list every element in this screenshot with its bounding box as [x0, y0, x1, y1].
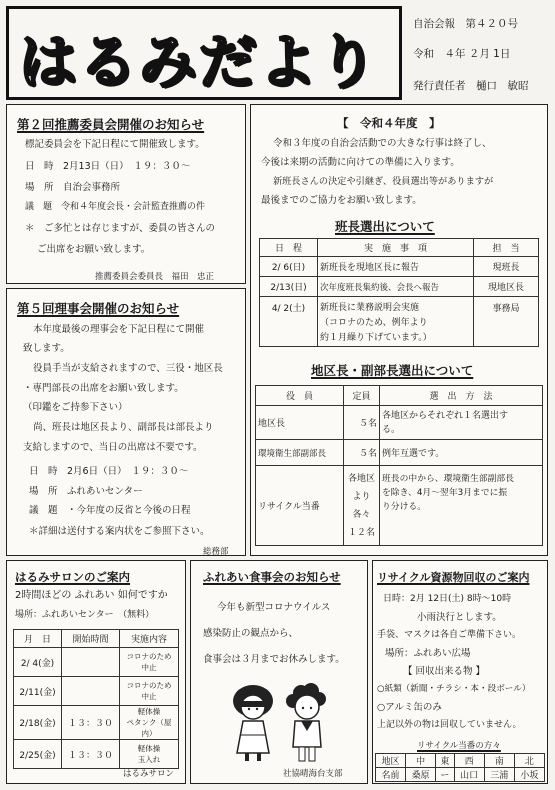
hancho-task: 新班長を現地区長に報告	[318, 257, 474, 277]
table-row	[260, 297, 539, 347]
recycle-line: 手袋、マスクは各自ご準備下さい。	[377, 630, 522, 640]
duty-cell: 北	[514, 754, 544, 768]
salon-content	[120, 706, 179, 740]
recycle-duty-title: リサイクル当番の方々	[417, 741, 501, 751]
recommendation-line: ご出席をお願い致します。	[37, 244, 151, 255]
recommendation-agenda: 議 題 令和４年度会長・会計監査推薦の件	[25, 202, 206, 212]
salon-heading: はるみサロンのご案内	[15, 570, 130, 584]
salon-section	[6, 560, 186, 784]
board-place: 場 所 ふれあいセンター	[29, 486, 143, 497]
hancho-task: 次年度班長集約後、会長へ報告	[318, 277, 474, 297]
recycle-duty-table	[375, 753, 545, 782]
salon-date: 2/25(金)	[14, 740, 62, 769]
duty-cell: 名前	[376, 768, 406, 782]
duty-cell: 小坂	[514, 768, 544, 782]
recycle-line: 上記以外の物は回収していません。	[377, 720, 522, 730]
reiwa4-intro: 令和３年度の自治会活動での大きな行事は終了し、	[273, 138, 492, 149]
table-row	[14, 648, 179, 677]
chiku-method-line: り分ける。	[382, 502, 426, 512]
table-row	[376, 768, 545, 782]
issue-number: 自治会報 第４２０号	[413, 18, 518, 30]
table-row	[260, 277, 539, 297]
duty-cell: 地区	[376, 754, 406, 768]
chiku-method-line: 各地区からそれぞれ１名選出す	[382, 410, 509, 421]
salon-content-line: 軽体操	[137, 707, 161, 716]
table-row	[260, 257, 539, 277]
hancho-date: 4/ 2(土)	[260, 297, 318, 347]
hancho-note: 約１月繰り下げています。）	[320, 333, 432, 343]
chiku-header: 定員	[344, 386, 380, 406]
salon-content-line: コロナのため	[126, 681, 172, 690]
shokuji-signature: 社協晴海台支部	[283, 769, 343, 779]
duty-cell: 中	[406, 754, 436, 768]
recycle-line: ○アルミ缶のみ	[377, 702, 442, 713]
salon-date: 2/11(金)	[14, 677, 62, 706]
chiku-role: リサイクル当番	[256, 466, 344, 546]
shokuji-line: 感染防止の観点から、	[203, 628, 299, 639]
girl-figure	[233, 685, 273, 761]
hancho-header: 担 当	[474, 239, 539, 257]
salon-date: 2/18(金)	[14, 706, 62, 740]
board-line: ・専門部長の出席をお願い致します。	[23, 383, 184, 394]
board-line: 尚、班長は地区長より、副部長は部長より	[33, 422, 214, 433]
recommendation-line: 標記委員会を下記日程にて開催致します。	[25, 139, 205, 150]
recycle-line: 【 回収出来る物 】	[403, 666, 486, 677]
reiwa4-heading: 【 令和４年度 】	[337, 116, 441, 130]
recycle-date: 日時：2月 12日(土) 8時～10時	[383, 594, 512, 604]
board-notice	[6, 288, 246, 556]
reiwa4-section	[250, 104, 548, 556]
boy-figure	[286, 683, 326, 761]
recommendation-place: 場 所 自治会事務所	[25, 182, 121, 193]
recycle-line: 小雨決行とします。	[417, 612, 502, 623]
chiku-count: ５名	[344, 440, 380, 466]
board-line: 本年度最後の理事会を下記日程にて開催	[33, 324, 205, 335]
duty-cell: 西	[454, 754, 484, 768]
duty-cell: 山口	[454, 768, 484, 782]
salon-content-line: 中止	[141, 692, 157, 701]
reiwa4-intro: 今後は来期の活動に向けての準備に入ります。	[261, 157, 460, 168]
newsletter-title: はるみだより	[19, 28, 380, 96]
board-line: 支給しますので、当日の出席は不要です。	[23, 442, 203, 453]
table-row	[256, 466, 543, 546]
chiku-count-line: 各地区	[347, 473, 375, 484]
chiku-table	[255, 385, 543, 546]
table-row	[376, 754, 545, 768]
chiku-role: 地区長	[256, 406, 344, 440]
chiku-count: ５名	[344, 406, 380, 440]
chiku-method: 例年互選です。	[380, 440, 543, 466]
salon-header: 実施内容	[120, 630, 179, 648]
chiku-method-line: 班長の中から、環境衛生部副部長	[382, 474, 514, 484]
salon-content-line: 中止	[141, 663, 157, 672]
reiwa4-intro: 新班長さんの決定や引継ぎ、役員選出等がありますが	[273, 176, 494, 187]
salon-content-line: コロナのため	[126, 652, 172, 661]
board-line: 役員手当が支給されますので、三役・地区長	[33, 363, 223, 374]
salon-table	[13, 629, 179, 769]
hancho-table	[259, 238, 539, 347]
duty-cell: 南	[484, 754, 514, 768]
board-date: 日 時 2月6日（日） １９：３０～	[29, 466, 189, 477]
shokuji-heading: ふれあい食事会のお知らせ	[203, 570, 341, 584]
duty-cell: ー	[436, 768, 454, 782]
reiwa4-intro: 最後までのご協力をお願い致します。	[261, 195, 422, 206]
salon-header: 開始時間	[62, 630, 120, 648]
table-row	[14, 677, 179, 706]
hancho-owner: 現地区長	[474, 277, 539, 297]
salon-content	[120, 740, 179, 769]
issue-date: 令和 ４年 ２月 1日	[413, 48, 511, 60]
chiku-count-line: より	[352, 491, 371, 502]
hancho-date: 2/13(日)	[260, 277, 318, 297]
hancho-header: 日 程	[260, 239, 318, 257]
table-row	[256, 440, 543, 466]
hancho-task: 新班長に業務説明会実施	[320, 303, 420, 313]
shokuji-line: 食事会は３月までお休みします。	[203, 654, 345, 665]
duty-cell: 三浦	[484, 768, 514, 782]
salon-content-line: ペタンク（屋内）	[126, 718, 172, 738]
chiku-count-line: １２名	[347, 527, 375, 538]
recycle-line: ○紙類（新聞・チラシ・本・段ボール）	[377, 684, 531, 694]
hancho-header: 実 施 事 項	[318, 239, 474, 257]
table-row	[256, 406, 543, 440]
board-note: ＊詳細は送付する案内状をご参照下さい。	[29, 526, 210, 537]
chiku-role: 環境衛生部副部長	[256, 440, 344, 466]
salon-time: １３：３０	[62, 706, 120, 740]
salon-content-line: 玉入れ	[137, 755, 161, 764]
shokuji-section	[190, 560, 368, 784]
chiku-header: 選 出 方 法	[380, 386, 543, 406]
table-row	[14, 740, 179, 769]
recommendation-notice	[6, 104, 246, 284]
salon-place: 場所：ふれあいセンター （無料）	[15, 610, 155, 620]
recommendation-signature: 推薦委員会委員長 福田 忠正	[95, 272, 215, 282]
hancho-heading: 班長選出について	[335, 219, 435, 234]
recommendation-heading: 第２回推薦委員会開催のお知らせ	[17, 117, 205, 132]
salon-date: 2/ 4(金)	[14, 648, 62, 677]
salon-content	[120, 677, 179, 706]
hancho-date: 2/ 6(日)	[260, 257, 318, 277]
recommendation-date: 日 時 2月13日（日） １９：３０～	[25, 161, 191, 172]
chiku-method-line: る。	[382, 424, 401, 435]
salon-time	[62, 648, 120, 677]
board-heading: 第５回理事会開催のお知らせ	[17, 301, 180, 316]
salon-time	[62, 677, 120, 706]
publisher: 発行責任者 樋口 敏昭	[413, 80, 529, 92]
salon-time: １３：３０	[62, 740, 120, 769]
chiku-heading: 地区長・副部長選出について	[311, 363, 474, 378]
shokuji-line: 今年も新型コロナウイルス	[217, 602, 331, 613]
salon-signature: はるみサロン	[123, 769, 175, 779]
children-illustration	[221, 677, 341, 763]
chiku-method-line: を除き、4月～翌年3月までに振	[382, 488, 508, 498]
hancho-owner: 現班長	[474, 257, 539, 277]
salon-content	[120, 648, 179, 677]
hancho-task-cell	[318, 297, 474, 347]
masthead	[6, 6, 402, 100]
board-line: （印鑑をご持参下さい）	[23, 402, 128, 413]
salon-header: 月 日	[14, 630, 62, 648]
chiku-header: 役 員	[256, 386, 344, 406]
recycle-section	[372, 560, 548, 784]
salon-tagline: 2時間ほどの ふれあい 如何ですか	[15, 590, 168, 601]
hancho-owner: 事務局	[474, 297, 539, 347]
chiku-count	[344, 466, 380, 546]
recycle-place: 場所：ふれあい広場	[385, 648, 471, 659]
salon-content-line: 軽体操	[137, 744, 161, 753]
board-line: 致します。	[23, 343, 70, 354]
recommendation-line: ＊ ご多忙とは存じますが、委員の皆さんの	[25, 223, 216, 234]
table-row	[14, 706, 179, 740]
chiku-method	[380, 466, 543, 546]
duty-cell: 東	[436, 754, 454, 768]
board-agenda: 議 題 ・今年度の反省と今後の日程	[29, 505, 191, 516]
masthead-meta	[405, 6, 549, 100]
chiku-count-line: 各々	[352, 509, 371, 520]
recycle-heading: リサイクル資源物回収のご案内	[377, 571, 530, 584]
hancho-note: （コロナのため、例年より	[320, 318, 428, 328]
board-signature: 総務部	[203, 547, 229, 557]
duty-cell: 桑原	[406, 768, 436, 782]
chiku-method	[380, 406, 543, 440]
